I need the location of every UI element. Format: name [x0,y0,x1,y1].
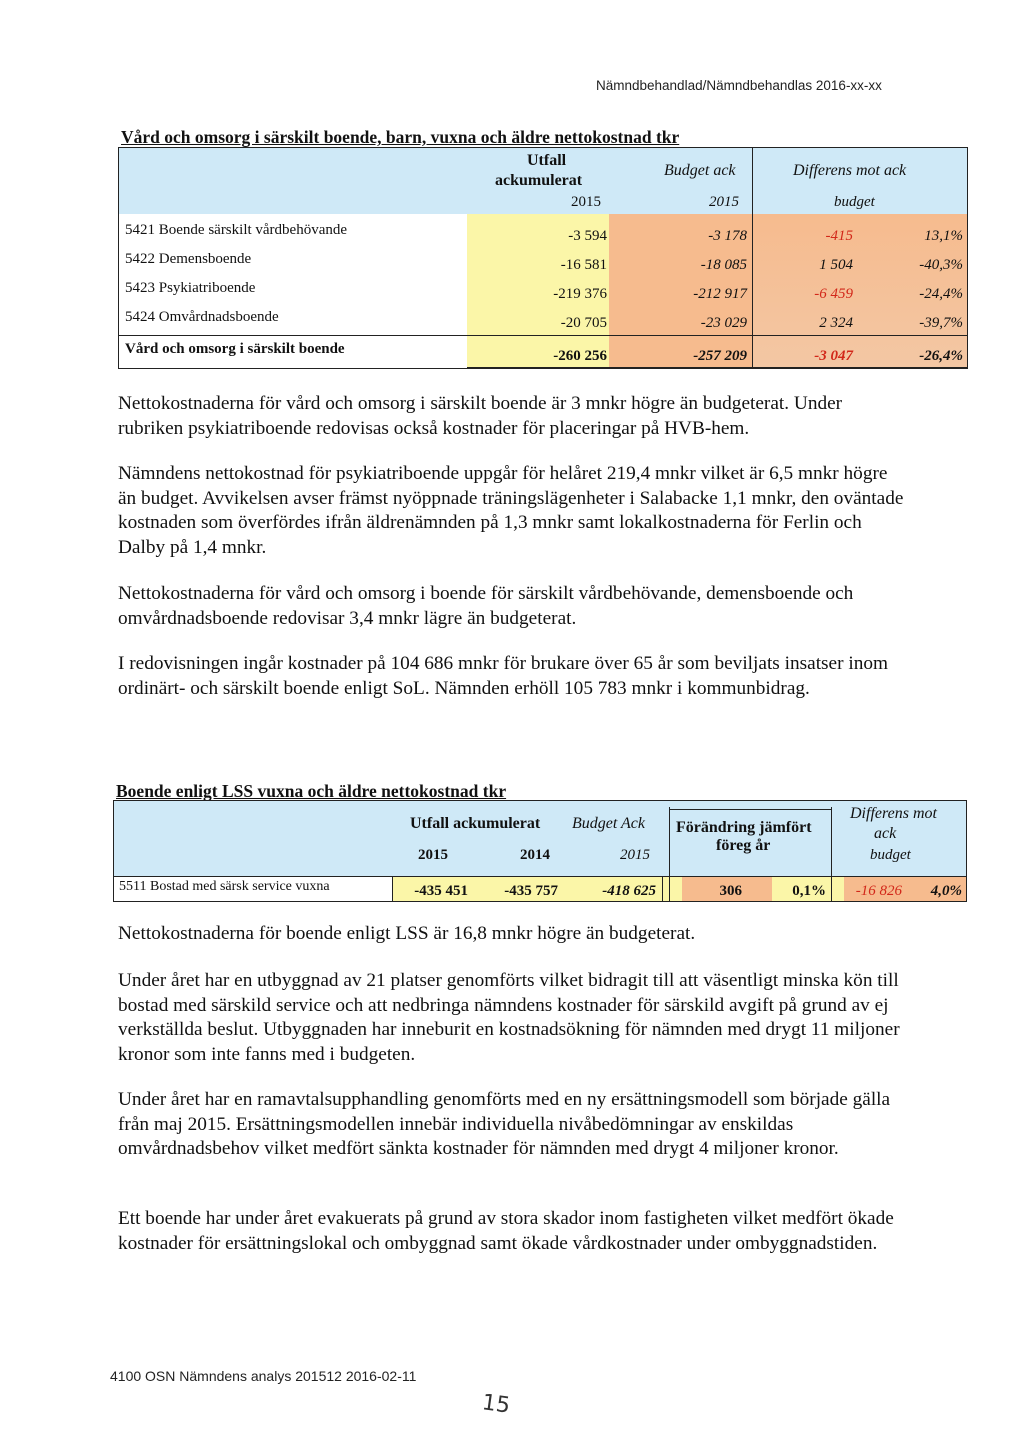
row-utfall: -16 581 [560,257,607,273]
table1 [118,147,968,369]
row-label: 5511 Bostad med särsk service vuxna [119,879,330,894]
row-label: 5421 Boende särskilt vårdbehövande [125,222,348,238]
row-pct: -39,7% [919,315,963,331]
total-budget: -257 209 [693,348,747,364]
paragraph: Ett boende har under året evakuerats på grund av stora skador inom fastigheten vilket medfört ökade kostnader för ersättningslokal och ombyggnad samt ökade vårdkostnader under ombyggnadstiden. [118,1208,894,1254]
table2-head-diff-ack: ack [874,825,897,842]
table2-head-foreg: föreg år [716,837,771,854]
table1-head-utfall-year: 2015 [571,194,601,210]
row-budget: -3 178 [708,228,747,244]
paragraph: Under året har en ramavtalsupphandling genomförts med en ny ersättningsmodell som började gälla från maj 2015. Ersättningsmodellen innebär individuella nivåbedömningar av enskildas omvårdnadsbehov vilket medfört sänkta kostnader för nämnden med drygt 4 miljoner kronor. [118,1089,891,1160]
total-label: Vård och omsorg i särskilt boende [125,341,345,357]
table2-head-diff-sub: budget [870,847,911,863]
total-pct: -26,4% [919,348,963,364]
paragraph: I redovisningen ingår kostnader på 104 686 mnkr för brukare över 65 år som beviljats insatser inom ordinärt- och särskilt boende enligt SoL. Nämnden erhöll 105 783 mnkr i kommunbidrag. [118,653,888,699]
table1-head-diff: Differens mot ack [793,162,907,179]
row-pct: 13,1% [924,228,963,244]
row-diff: 1 504 [819,257,853,273]
row-change-pct: 0,1% [792,883,826,899]
row-utfall: -3 594 [568,228,607,244]
table2-title: Boende enligt LSS vuxna och äldre nettokostnad tkr [116,781,507,801]
table2-head-forandring: Förändring jämfört [676,819,812,836]
paragraph: Nämndens nettokostnad för psykiatriboende uppgår för helåret 219,4 mnkr vilket är 6,5 mnkr högre än budget. Avvikelsen avser främst nyöppnade träningslägenheter i Salabacke 1,1 mnkr, den oväntade kostnaden som överfördes ifrån äldrenämnden på 1,3 mnkr samt lokalkostnaderna för Ferlin och Dalby på 1,4 mnkr. [118,463,904,558]
row-utfall: -219 376 [553,286,607,302]
row-diff: -415 [825,228,853,244]
row-diff-pct: 4,0% [930,883,962,899]
page-number: 15 [480,1390,512,1419]
table2-head-budget-year: 2015 [620,847,650,863]
row-label: 5423 Psykiatriboende [125,280,256,296]
row-budget: -212 917 [693,286,747,302]
row-diff: -16 826 [855,883,902,899]
row-diff: -6 459 [814,286,853,302]
table1-head-ackumulerat: ackumulerat [495,172,583,189]
table2-head-2014: 2014 [520,847,550,863]
table2 [113,800,967,902]
row-pct: -24,4% [919,286,963,302]
row-diff: 2 324 [819,315,853,331]
total-diff: -3 047 [814,348,853,364]
total-utfall: -260 256 [553,348,607,364]
table1-head-budget-year: 2015 [709,194,739,210]
table1-head-budget: Budget ack [664,162,736,179]
paragraph: Under året har en utbyggnad av 21 platser genomförts vilket bidragit till att väsentligt minska kön till bostad med särskild service och att nedbringa nämndens kostnader för särskild avgift på grund av ej verkställda beslut. Utbyggnaden har inneburit en kostnadsökning för nämnden med drygt 11 miljoner kronor som inte fanns med i budgeten. [118,970,900,1065]
table1-head-diff-sub: budget [834,194,875,210]
row-label: 5422 Demensboende [125,251,252,267]
row-utfall-2015: -435 451 [414,883,468,899]
row-change: 306 [719,883,742,899]
paragraph: Nettokostnaderna för boende enligt LSS är 16,8 mnkr högre än budgeterat. [118,923,696,944]
row-utfall-2014: -435 757 [504,883,558,899]
table2-head-2015: 2015 [418,847,448,863]
table1-head-utfall: Utfall [527,152,567,169]
table2-head-budget: Budget Ack [572,815,646,832]
footer: 4100 OSN Nämndens analys 201512 2016-02-11 [110,1368,417,1384]
document-reference: Nämndbehandlad/Nämndbehandlas 2016-xx-xx [596,78,882,93]
row-utfall: -20 705 [560,315,607,331]
row-pct: -40,3% [919,257,963,273]
row-budget: -418 625 [602,883,656,899]
table1-title: Vård och omsorg i särskilt boende, barn, vuxna och äldre nettokostnad tkr [121,127,680,147]
row-label: 5424 Omvårdnadsboende [125,309,279,325]
paragraph: Nettokostnaderna för vård och omsorg i särskilt boende är 3 mnkr högre än budgeterat. Under rubriken psykiatriboende redovisas också kostnader för placeringar på HVB-hem. [118,393,843,439]
row-budget: -23 029 [700,315,747,331]
row-budget: -18 085 [700,257,747,273]
table2-head-utfall: Utfall ackumulerat [410,815,541,832]
paragraph: Nettokostnaderna för vård och omsorg i boende för särskilt vårdbehövande, demensboende och omvårdnadsboende redovisar 3,4 mnkr lägre än budgeterat. [118,583,854,629]
table2-head-diff: Differens mot [850,805,937,822]
